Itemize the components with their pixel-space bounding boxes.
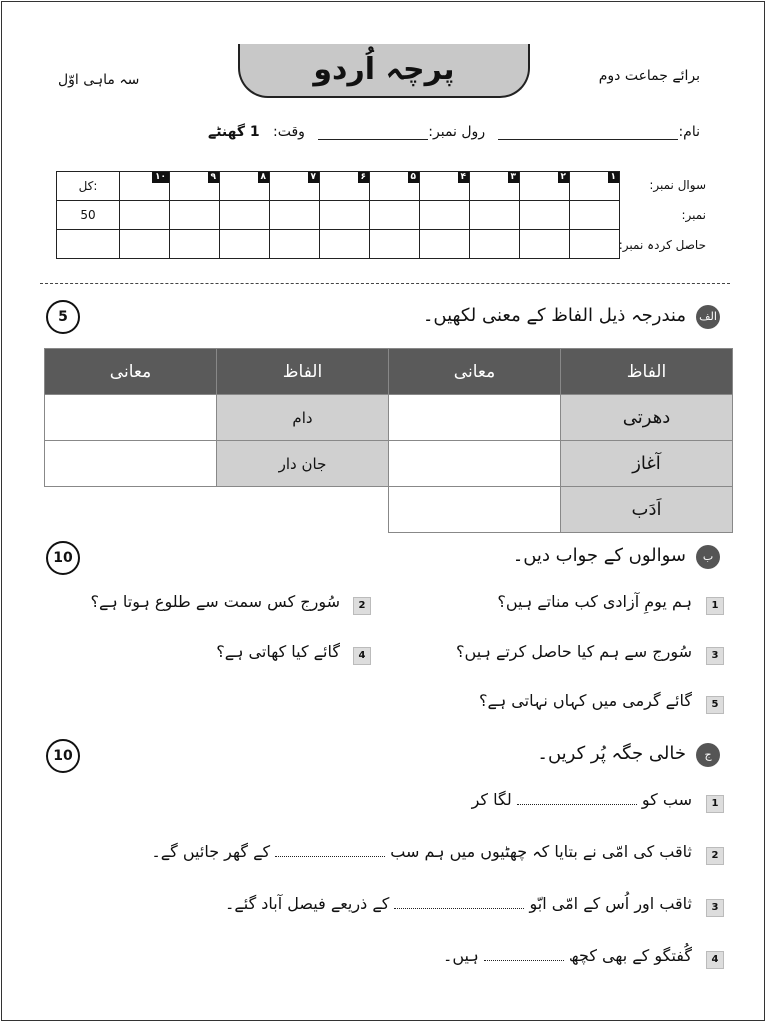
marks-cell[interactable] xyxy=(320,230,370,259)
marks-cell: ۲ xyxy=(520,172,570,201)
marks-cell: ۶ xyxy=(320,172,370,201)
marks-cell[interactable] xyxy=(570,201,620,230)
roll-label: رول نمبر: xyxy=(428,124,486,140)
section-c-title: خالی جگہ پُر کریں۔ xyxy=(537,743,686,764)
marks-cell[interactable] xyxy=(570,230,620,259)
marks-cell[interactable] xyxy=(520,201,570,230)
section-c-badge: ج xyxy=(696,743,720,767)
time-value: 1 گھنٹے xyxy=(208,124,260,140)
vocab-meaning-field[interactable] xyxy=(389,441,561,487)
marks-cell[interactable] xyxy=(270,201,320,230)
marks-row-obtained xyxy=(57,230,620,259)
vocab-header: معانی xyxy=(389,349,561,395)
roll-field[interactable] xyxy=(318,125,428,140)
time-label: وقت: xyxy=(273,124,305,140)
question-number: 4 xyxy=(353,647,371,665)
fill-blank-after: ہیں۔ xyxy=(442,946,479,965)
blank-field[interactable] xyxy=(394,908,524,909)
vocab-meaning-field[interactable] xyxy=(45,441,217,487)
marks-cell: ۱ xyxy=(570,172,620,201)
row-label-question-number: سوال نمبر: xyxy=(649,178,706,192)
marks-cell[interactable] xyxy=(520,230,570,259)
row-label-obtained: حاصل کردہ نمبر: xyxy=(618,238,706,252)
question-text: سُورج کس سمت سے طلوع ہوتا ہے؟ xyxy=(90,592,340,611)
section-b-title: سوالوں کے جواب دیں۔ xyxy=(512,545,686,566)
total-value: 50 xyxy=(57,201,120,230)
marks-cell: ۴ xyxy=(420,172,470,201)
section-a-badge: الف xyxy=(696,305,720,329)
grade-label: برائے جماعت دوم xyxy=(598,68,700,84)
total-obtained-cell[interactable] xyxy=(57,230,120,259)
blank-field[interactable] xyxy=(484,960,564,961)
fill-blank-after: لگا کر xyxy=(471,790,512,809)
marks-cell: ۵ xyxy=(370,172,420,201)
fill-blank-before: سب کو xyxy=(641,790,692,809)
marks-cell[interactable] xyxy=(420,201,470,230)
question-text: سُورج سے ہم کیا حاصل کرتے ہیں؟ xyxy=(456,642,692,661)
term-label: سہ ماہی اوّل xyxy=(58,72,140,88)
vocab-header-row xyxy=(45,349,733,395)
blank-field[interactable] xyxy=(275,856,385,857)
marks-table xyxy=(56,171,620,259)
marks-row-question-numbers xyxy=(57,172,620,201)
question-number: 2 xyxy=(353,597,371,615)
question-number: 1 xyxy=(706,597,724,615)
fill-blank-item xyxy=(472,790,692,809)
question-number: 5 xyxy=(706,696,724,714)
fill-blank-after: کے ذریعے فیصل آباد گئے۔ xyxy=(225,894,390,913)
fill-blank-after: کے گھر جائیں گے۔ xyxy=(151,842,271,861)
marks-cell: ۳ xyxy=(470,172,520,201)
question-number: 3 xyxy=(706,899,724,917)
vocab-meaning-field[interactable] xyxy=(389,395,561,441)
question-number: 2 xyxy=(706,847,724,865)
question-text: ہم یومِ آزادی کب مناتے ہیں؟ xyxy=(497,592,692,611)
vocab-empty xyxy=(217,487,389,533)
marks-cell[interactable] xyxy=(270,230,320,259)
vocab-header: الفاظ xyxy=(561,349,733,395)
question-text: گائے کیا کھاتی ہے؟ xyxy=(216,642,340,661)
vocab-word: دام xyxy=(217,395,389,441)
marks-cell[interactable] xyxy=(370,230,420,259)
name-label: نام: xyxy=(678,124,700,140)
question-number: 1 xyxy=(706,795,724,813)
name-field[interactable] xyxy=(498,125,678,140)
marks-cell[interactable] xyxy=(370,201,420,230)
question-number: 4 xyxy=(706,951,724,969)
marks-cell[interactable] xyxy=(120,201,170,230)
marks-cell[interactable] xyxy=(170,230,220,259)
info-row xyxy=(60,124,700,140)
marks-cell[interactable] xyxy=(320,201,370,230)
marks-cell[interactable] xyxy=(120,230,170,259)
marks-cell: ۸ xyxy=(220,172,270,201)
vocab-word: جان دار xyxy=(217,441,389,487)
total-label: کل: xyxy=(57,172,120,201)
divider xyxy=(40,283,730,284)
section-a-marks: 5 xyxy=(46,300,80,334)
vocab-header: معانی xyxy=(45,349,217,395)
fill-blank-before: ثاقب اور اُس کے امّی ابّو xyxy=(529,894,692,913)
vocab-word: دھرتی xyxy=(561,395,733,441)
vocab-row xyxy=(45,395,733,441)
vocab-row xyxy=(45,487,733,533)
section-b-badge: ب xyxy=(696,545,720,569)
fill-blank-before: ثاقب کی امّی نے بتایا کہ چھٹیوں میں ہم سب xyxy=(390,842,692,861)
fill-blank-item xyxy=(225,894,692,913)
marks-cell[interactable] xyxy=(470,201,520,230)
marks-cell: ۷ xyxy=(270,172,320,201)
vocab-empty xyxy=(45,487,217,533)
fill-blank-item xyxy=(443,946,692,965)
blank-field[interactable] xyxy=(517,804,637,805)
section-a-title: مندرجہ ذیل الفاظ کے معنی لکھیں۔ xyxy=(422,305,686,326)
vocab-header: الفاظ xyxy=(217,349,389,395)
marks-cell: ۱۰ xyxy=(120,172,170,201)
vocab-meaning-field[interactable] xyxy=(45,395,217,441)
row-label-marks: نمبر: xyxy=(681,208,706,222)
vocab-word: آغاز xyxy=(561,441,733,487)
marks-cell[interactable] xyxy=(220,230,270,259)
vocab-word: اَدَب xyxy=(561,487,733,533)
vocab-meaning-field[interactable] xyxy=(389,487,561,533)
section-c-marks: 10 xyxy=(46,739,80,773)
marks-cell[interactable] xyxy=(470,230,520,259)
marks-cell[interactable] xyxy=(420,230,470,259)
question-number: 3 xyxy=(706,647,724,665)
question-text: گائے گرمی میں کہاں نہاتی ہے؟ xyxy=(478,691,692,710)
marks-row-total-marks xyxy=(57,201,620,230)
fill-blank-before: گُفتگو کے بھی کچھ xyxy=(568,946,692,965)
marks-cell: ۹ xyxy=(170,172,220,201)
page-title: پرچہ اُردو xyxy=(238,44,530,98)
fill-blank-item xyxy=(151,842,692,861)
vocab-table xyxy=(44,348,733,533)
marks-cell[interactable] xyxy=(170,201,220,230)
marks-cell[interactable] xyxy=(220,201,270,230)
section-b-marks: 10 xyxy=(46,541,80,575)
vocab-row xyxy=(45,441,733,487)
